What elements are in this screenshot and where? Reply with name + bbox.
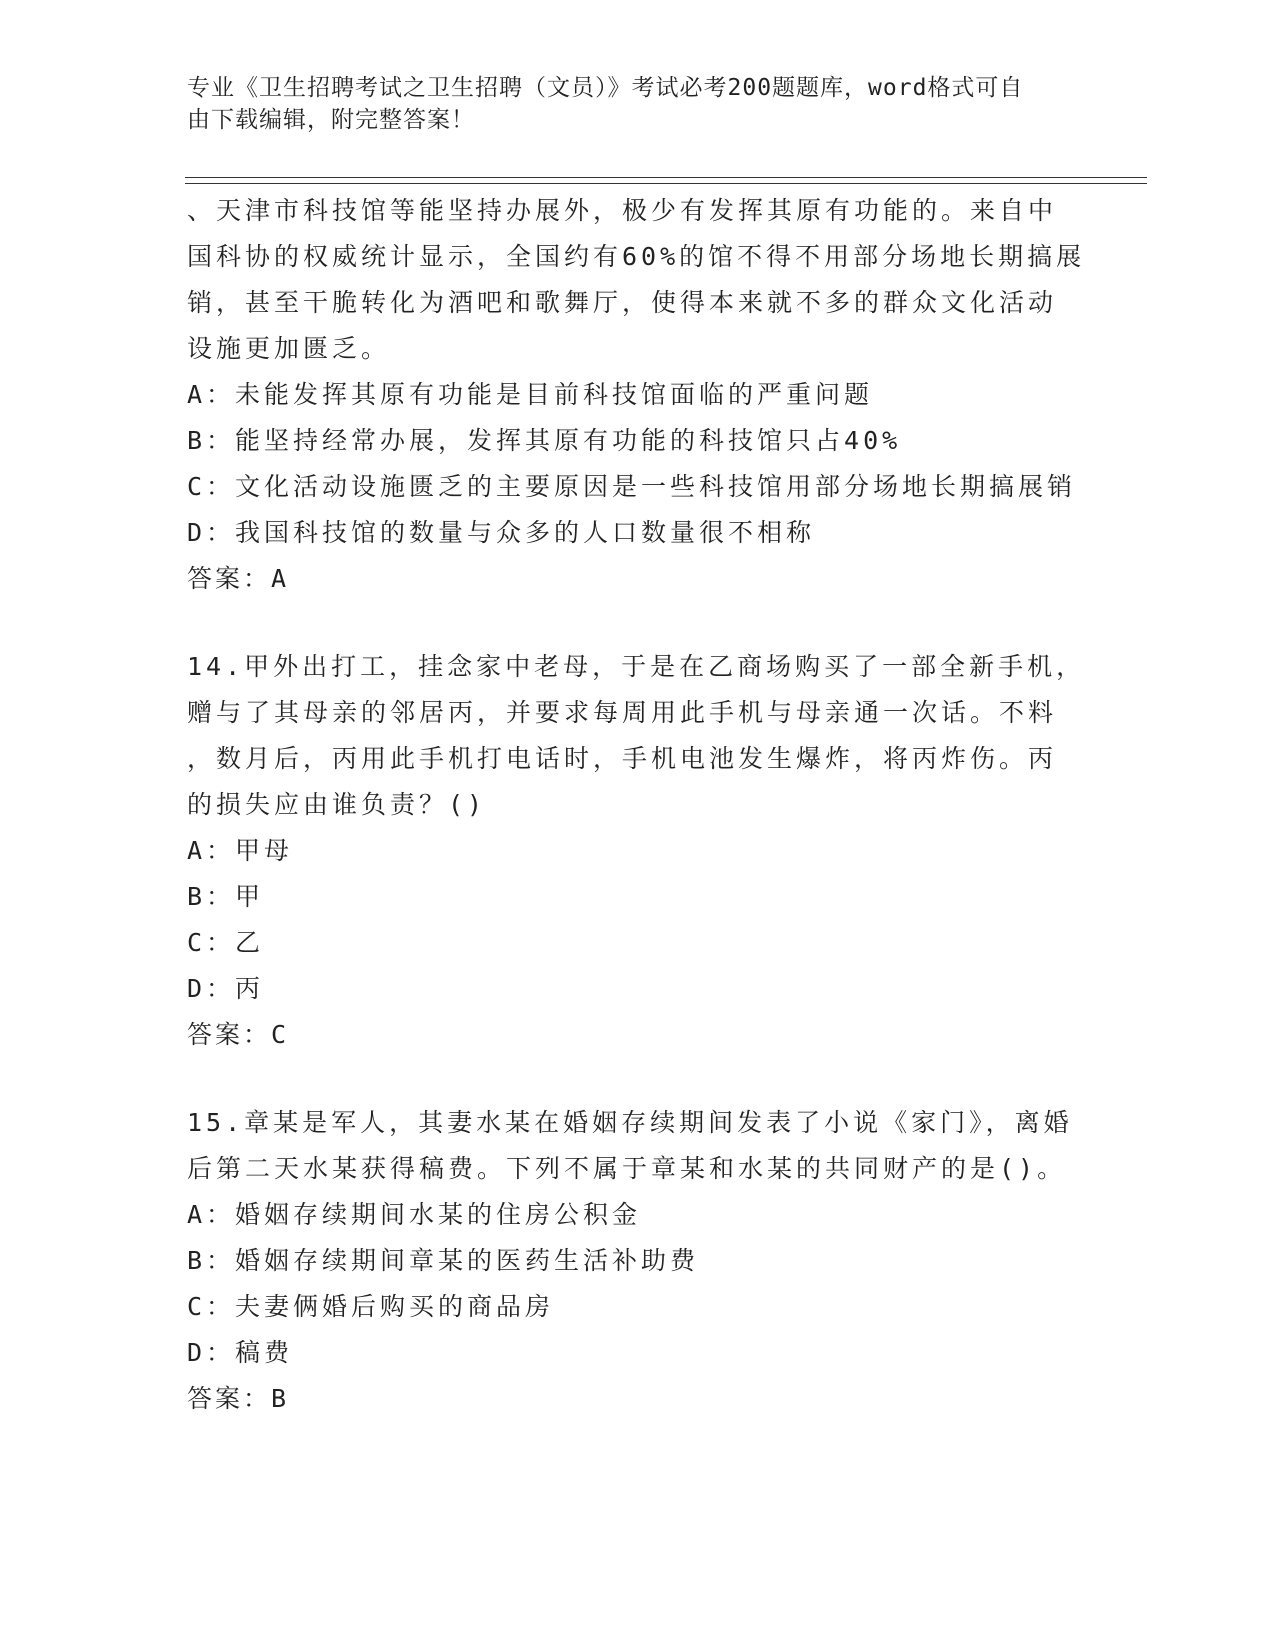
option-c: C：乙 xyxy=(187,928,265,957)
spacer xyxy=(187,1058,1117,1100)
document-header xyxy=(187,72,1067,136)
option-c: C：夫妻俩婚后购买的商品房 xyxy=(187,1292,555,1321)
text-line: ，数月后，丙用此手机打电话时，手机电池发生爆炸，将丙炸伤。丙 xyxy=(187,744,1058,773)
header-line-1: 专业《卫生招聘考试之卫生招聘（文员）》考试必考200题题库，word格式可自 xyxy=(187,75,1024,101)
answer: 答案：C xyxy=(187,1020,290,1049)
answer: 答案：A xyxy=(187,564,290,593)
header-line-2: 由下载编辑，附完整答案！ xyxy=(187,107,475,133)
question-text xyxy=(187,1100,1117,1192)
document-body xyxy=(187,188,1117,1422)
option-c: C：文化活动设施匮乏的主要原因是一些科技馆用部分场地长期搞展销 xyxy=(187,472,1077,501)
text-line: 的损失应由谁负责？() xyxy=(187,790,487,819)
option-b: B：婚姻存续期间章某的医药生活补助费 xyxy=(187,1246,700,1275)
text-line: 后第二天水某获得稿费。下列不属于章某和水某的共同财产的是()。 xyxy=(187,1154,1067,1183)
option-d: D：我国科技馆的数量与众多的人口数量很不相称 xyxy=(187,518,816,547)
header-divider-bottom xyxy=(185,183,1147,184)
text-line: 赠与了其母亲的邻居丙，并要求每周用此手机与母亲通一次话。不料 xyxy=(187,698,1058,727)
header-divider-top xyxy=(185,177,1147,178)
option-a: A：甲母 xyxy=(187,836,294,865)
text-line: 14.甲外出打工，挂念家中老母，于是在乙商场购买了一部全新手机， xyxy=(187,652,1086,681)
text-line: 、天津市科技馆等能坚持办展外，极少有发挥其原有功能的。来自中 xyxy=(187,196,1058,225)
option-b: B：甲 xyxy=(187,882,265,911)
spacer xyxy=(187,602,1117,644)
option-b: B：能坚持经常办展，发挥其原有功能的科技馆只占40% xyxy=(187,426,902,455)
text-line: 15.章某是军人，其妻水某在婚姻存续期间发表了小说《家门》，离婚 xyxy=(187,1108,1073,1137)
question-13-continued xyxy=(187,188,1117,602)
option-d: D：稿费 xyxy=(187,1338,294,1367)
text-line: 设施更加匮乏。 xyxy=(187,334,391,363)
question-text xyxy=(187,644,1117,828)
question-text xyxy=(187,188,1117,372)
question-14 xyxy=(187,644,1117,1058)
option-a: A：未能发挥其原有功能是目前科技馆面临的严重问题 xyxy=(187,380,874,409)
text-line: 销，甚至干脆转化为酒吧和歌舞厅，使得本来就不多的群众文化活动 xyxy=(187,288,1058,317)
option-a: A：婚姻存续期间水某的住房公积金 xyxy=(187,1200,642,1229)
option-d: D：丙 xyxy=(187,974,265,1003)
text-line: 国科协的权威统计显示，全国约有60%的馆不得不用部分场地长期搞展 xyxy=(187,242,1086,271)
question-15 xyxy=(187,1100,1117,1422)
answer: 答案：B xyxy=(187,1384,290,1413)
